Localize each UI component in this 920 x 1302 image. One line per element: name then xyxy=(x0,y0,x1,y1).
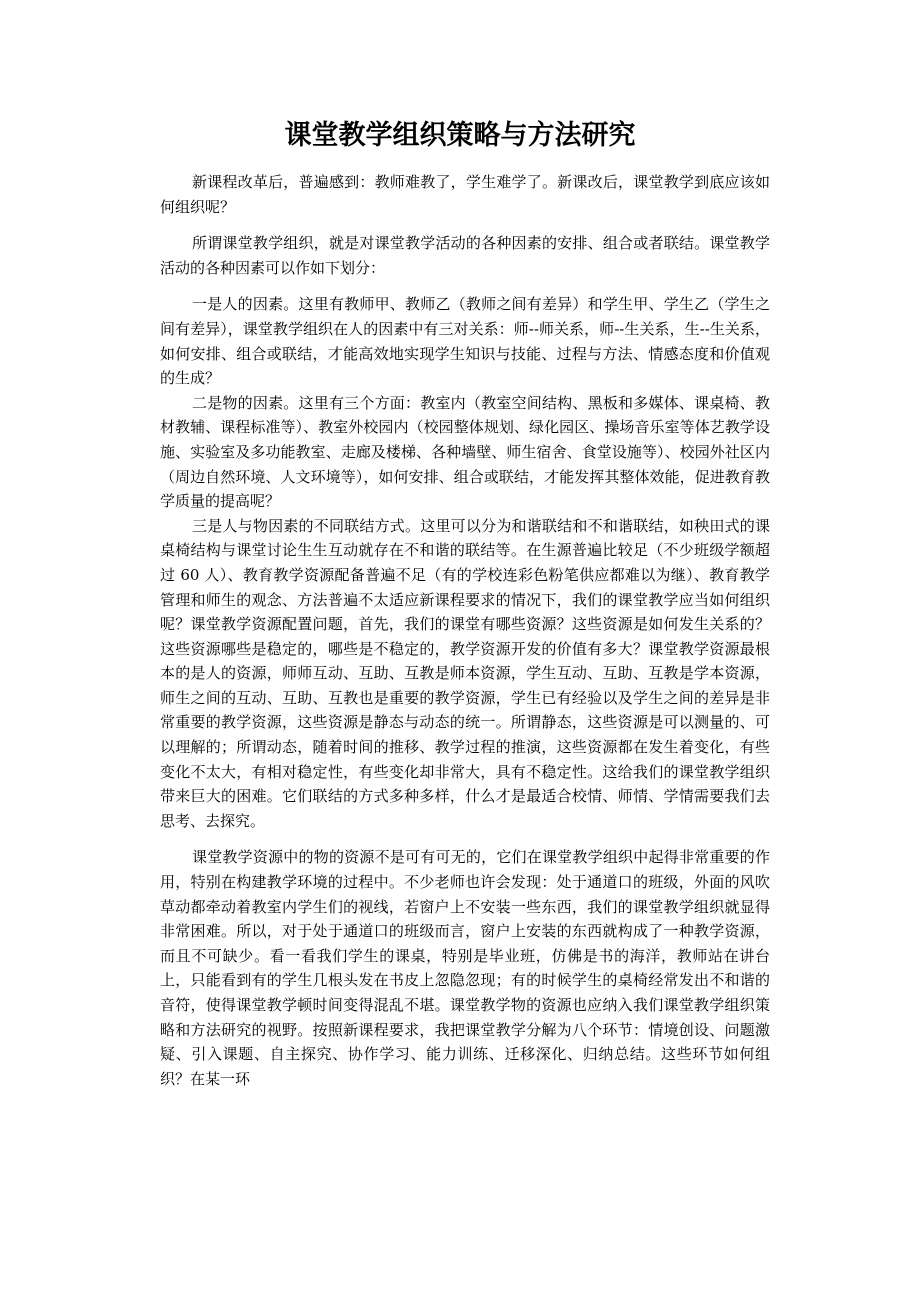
paragraph-human-factors: 一是人的因素。这里有教师甲、教师乙（教师之间有差异）和学生甲、学生乙（学生之间有差异），课堂教学组织在人的因素中有三对关系：师--师关系，师--生关系，生--生关系，如何安排、组合或联结，才能高效地实现学生知识与技能、过程与方法、情感态度和价值观的生成？ xyxy=(160,295,770,388)
document-body xyxy=(160,170,770,1091)
paragraph-material-factors: 二是物的因素。这里有三个方面：教室内（教室空间结构、黑板和多媒体、课桌椅、教材教辅、课程标准等）、教室外校园内（校园整体规划、绿化园区、操场音乐室等体艺教学设施、实验室及多功能教室、走廊及楼梯、各种墙壁、师生宿舍、食堂设施等）、校园外社区内（周边自然环境、人文环境等），如何安排、组合或联结，才能发挥其整体效能，促进教育教学质量的提高呢？ xyxy=(160,393,770,511)
paragraph-definition: 所谓课堂教学组织，就是对课堂教学活动的各种因素的安排、组合或者联结。课堂教学活动的各种因素可以作如下划分： xyxy=(160,234,770,277)
paragraph-intro: 新课程改革后，普遍感到：教师难教了，学生难学了。新课改后，课堂教学到底应该如何组织呢？ xyxy=(160,173,770,216)
paragraph-material-resources: 课堂教学资源中的物的资源不是可有可无的，它们在课堂教学组织中起得非常重要的作用，特别在构建教学环境的过程中。不少老师也许会发现：处于通道口的班级，外面的风吹草动都牵动着教室内学生们的视线，若窗户上不安装一些东西，我们的课堂教学组织就显得非常困难。所以，对于处于通道口的班级而言，窗户上安装的东西就构成了一种教学资源，而且不可缺少。看一看我们学生的课桌，特别是毕业班，仿佛是书的海洋，教师站在讲台上，只能看到有的学生几根头发在书皮上忽隐忽现；有的时候学生的桌椅经常发出不和谐的音符，使得课堂教学顿时间变得混乱不堪。课堂教学物的资源也应纳入我们课堂教学组织策略和方法研究的视野。按照新课程要求，我把课堂教学分解为八个环节：情境创设、问题激疑、引入课题、自主探究、协作学习、能力训练、迁移深化、归纳总结。这些环节如何组织？在某一环 xyxy=(160,848,770,1088)
paragraph-connection-modes: 三是人与物因素的不同联结方式。这里可以分为和谐联结和不和谐联结，如秧田式的课桌椅结构与课堂讨论生生互动就存在不和谐的联结等。在生源普遍比较足（不少班级学额超过 60 人）、教育教学资源配备普遍不足（有的学校连彩色粉笔供应都难以为继）、教育教学管理和师生的观念、方法普遍不太适应新课程要求的情况下，我们的课堂教学应当如何组织呢？课堂教学资源配置问题，首先，我们的课堂有哪些资源？这些资源是如何发生关系的？这些资源哪些是稳定的，哪些是不稳定的，教学资源开发的价值有多大？课堂教学资源最根本的是人的资源，师师互动、互助、互教是师本资源，学生互动、互助、互教是学本资源，师生之间的互动、互助、互教也是重要的教学资源，学生已有经验以及学生之间的差异是非常重要的教学资源，这些资源是静态与动态的统一。所谓静态，这些资源是可以测量的、可以理解的；所谓动态，随着时间的推移、教学过程的推演，这些资源都在发生着变化，有些变化不太大，有相对稳定性，有些变化却非常大，具有不稳定性。这给我们的课堂教学组织带来巨大的困难。它们联结的方式多种多样，什么才是最适合校情、师情、学情需要我们去思考、去探究。 xyxy=(160,516,770,830)
document-title: 课堂教学组织策略与方法研究 xyxy=(284,120,636,151)
